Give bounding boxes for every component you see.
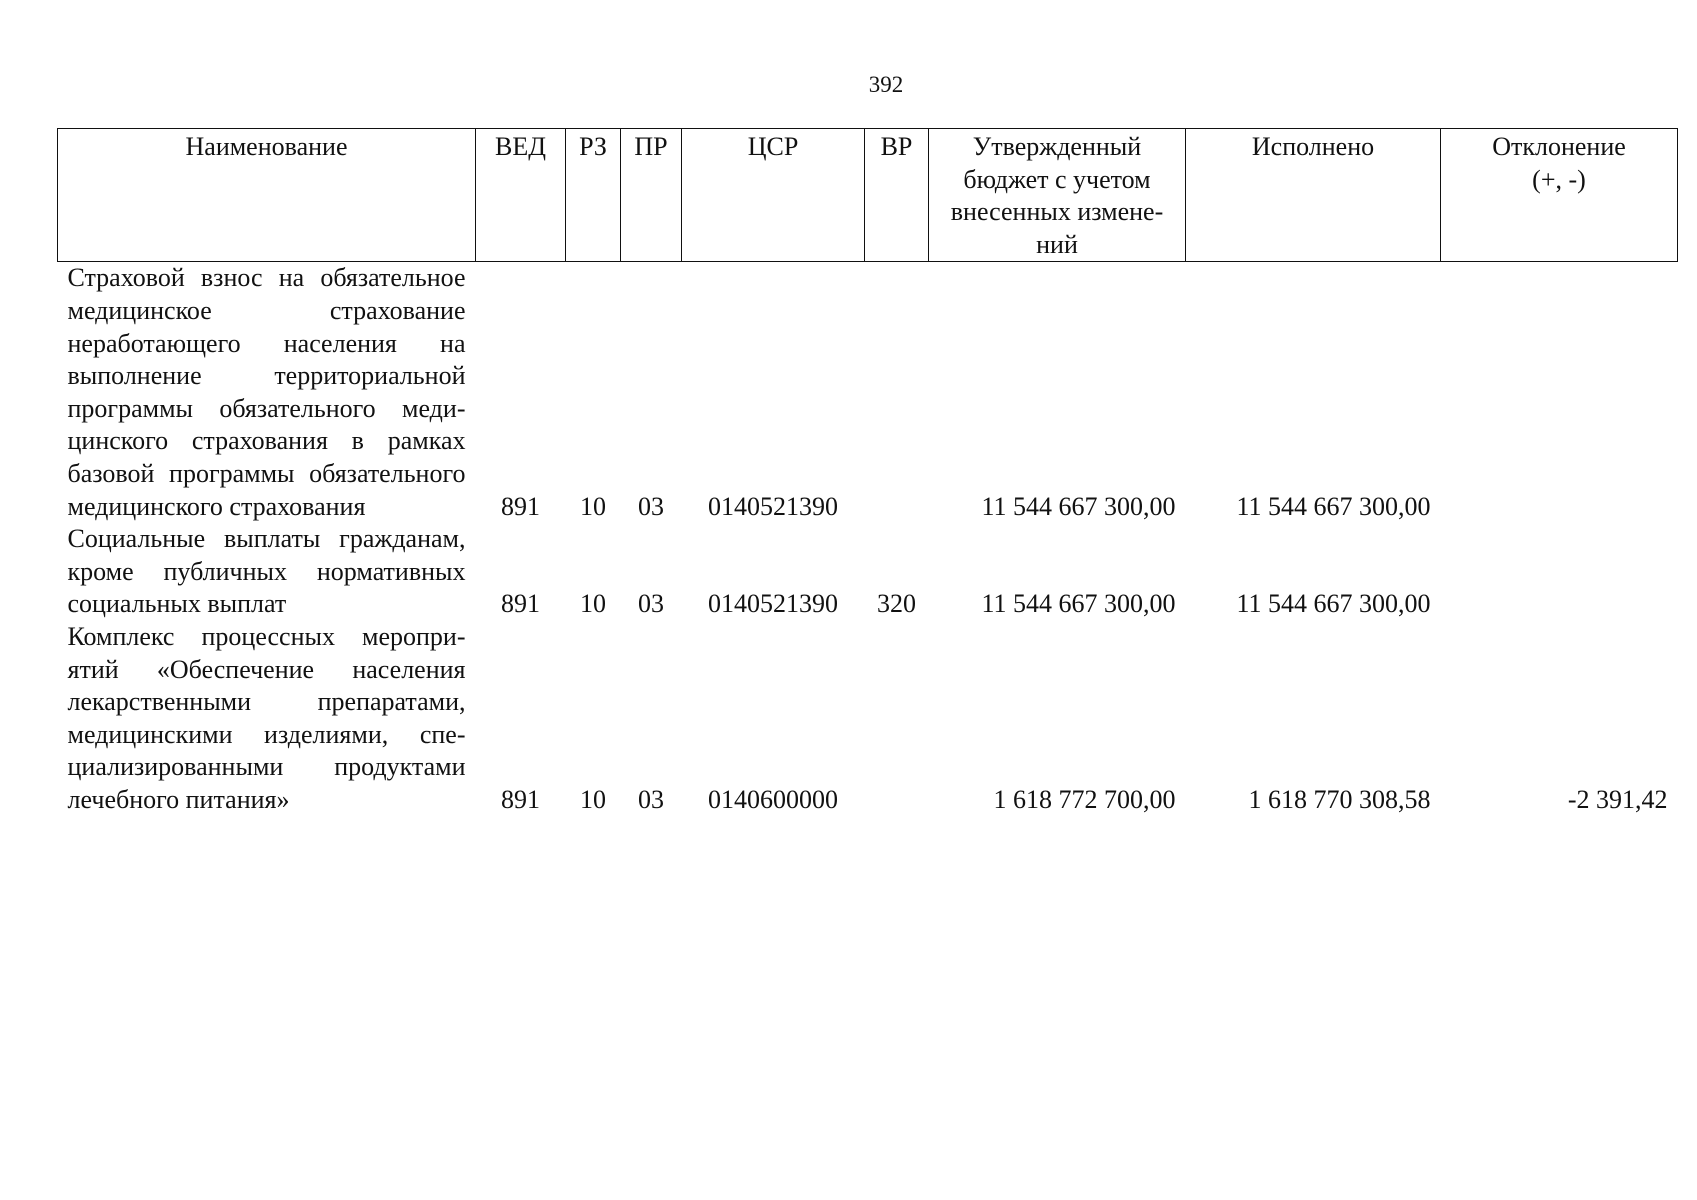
row-ved: 891 <box>501 784 540 814</box>
row-executed: 11 544 667 300,00 <box>1236 491 1431 521</box>
header-deviation <box>1441 129 1678 262</box>
row-vr <box>865 262 929 523</box>
budget-table <box>57 128 1678 816</box>
row-name: Комплекс процессных мероприятий «Обеспечение населения лекарственными препаратами, медицинскими изделиями, специализированными продуктами лечебного питания» <box>67 621 466 814</box>
table-row <box>58 262 1678 523</box>
row-ved: 891 <box>501 491 540 521</box>
header-vr: ВР <box>865 129 929 262</box>
row-approved: 11 544 667 300,00 <box>981 491 1176 521</box>
header-approved-line: бюджет с учетом <box>963 164 1151 194</box>
row-deviation <box>1441 262 1678 523</box>
row-executed: 11 544 667 300,00 <box>1236 589 1431 619</box>
row-ved: 891 <box>501 589 540 619</box>
row-rz: 10 <box>580 491 606 521</box>
table-header-row <box>58 129 1678 262</box>
row-pr: 03 <box>638 784 664 814</box>
header-approved-line: внесенных измене- <box>950 197 1164 227</box>
header-approved-budget <box>929 129 1186 262</box>
row-deviation <box>1441 523 1678 621</box>
table-row <box>58 621 1678 817</box>
header-deviation-line: (+, -) <box>1532 164 1586 194</box>
row-executed: 1 618 770 308,58 <box>1248 784 1431 814</box>
header-csr: ЦСР <box>682 129 865 262</box>
header-approved-line: Утвержденный <box>972 132 1142 161</box>
row-approved: 1 618 772 700,00 <box>993 784 1176 814</box>
header-approved-line: ний <box>1036 229 1078 259</box>
row-csr: 0140521390 <box>708 491 838 521</box>
row-deviation: -2 391,42 <box>1567 784 1668 814</box>
row-csr: 0140600000 <box>708 784 838 814</box>
header-deviation-line: Отклонение <box>1492 132 1626 161</box>
row-pr: 03 <box>638 491 664 521</box>
header-ved: ВЕД <box>476 129 566 262</box>
row-vr: 320 <box>877 589 916 619</box>
table-row <box>58 523 1678 621</box>
row-vr <box>865 621 929 817</box>
row-rz: 10 <box>580 784 606 814</box>
page-number: 392 <box>868 72 904 97</box>
row-name: Страховой взнос на обязательное медицинское страхование неработающего населения на выполнение территориальной программы обязательного медицинского страхования в рамках базовой программы обязательного медицинского страхования <box>67 263 466 521</box>
header-name: Наименование <box>58 129 476 262</box>
row-name: Социальные выплаты гражданам, кроме публичных нормативных социальных выплат <box>67 524 466 619</box>
row-approved: 11 544 667 300,00 <box>981 589 1176 619</box>
header-executed: Исполнено <box>1186 129 1441 262</box>
row-pr: 03 <box>638 589 664 619</box>
header-rz: РЗ <box>566 129 621 262</box>
header-pr: ПР <box>621 129 682 262</box>
row-csr: 0140521390 <box>708 589 838 619</box>
row-rz: 10 <box>580 589 606 619</box>
